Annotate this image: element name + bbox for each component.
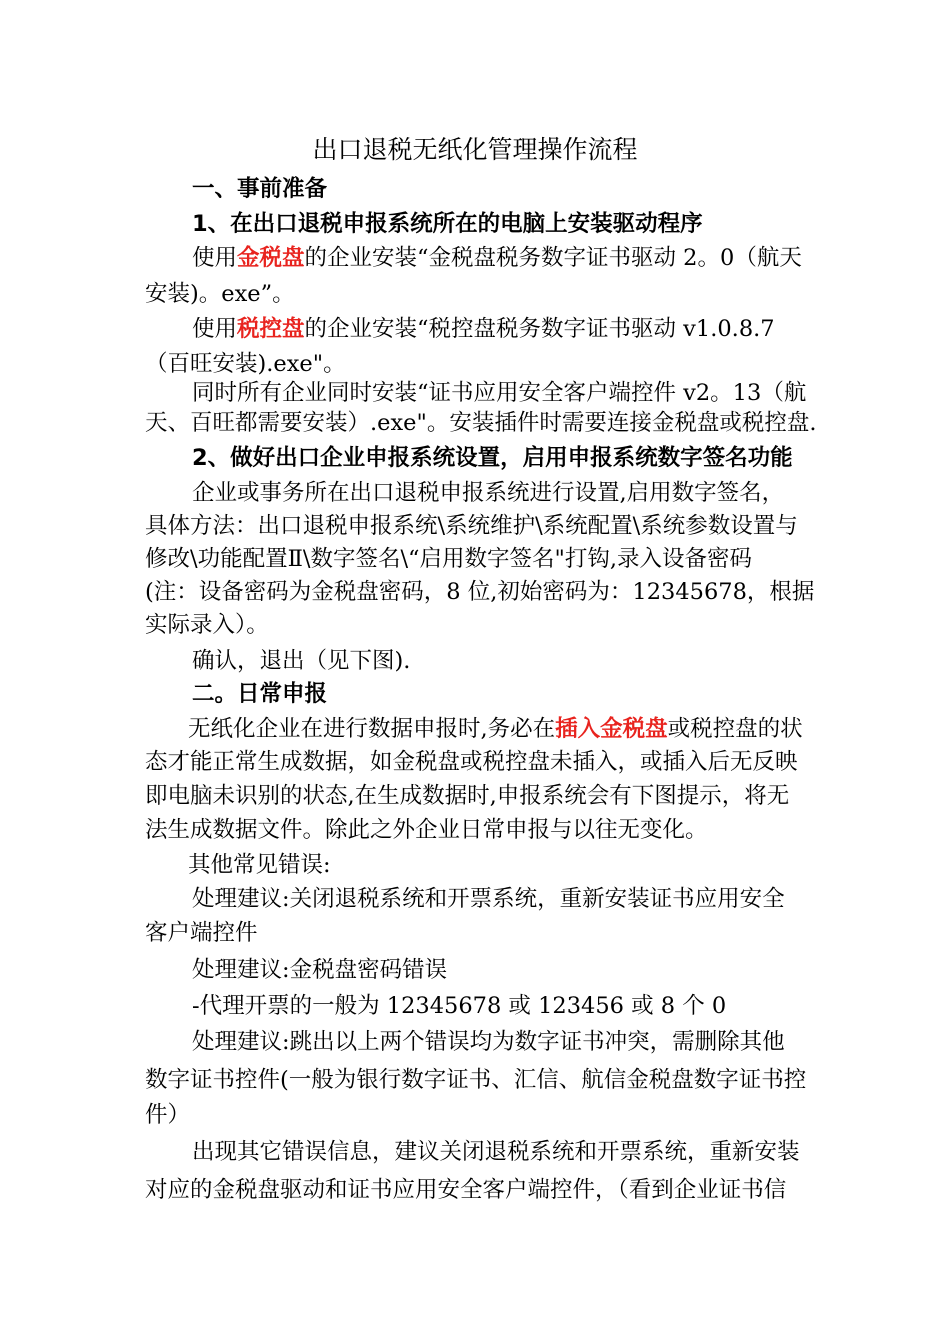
paragraph-line: 同时所有企业同时安装“证书应用安全客户端控件 v2。13（航: [192, 380, 807, 406]
highlight-text: 金税盘: [237, 245, 305, 271]
text-run: 使用: [192, 316, 238, 342]
paragraph-line: 客户端控件: [145, 920, 258, 946]
paragraph-line: 企业或事务所在出口退税申报系统进行设置,启用数字签名，: [192, 480, 785, 506]
paragraph-line: [192, 240, 802, 276]
paragraph-line: 确认，退出（见下图).: [192, 648, 411, 674]
paragraph-line: 法生成数据文件。除此之外企业日常申报与以往无变化。: [145, 817, 708, 843]
paragraph-line: 对应的金税盘驱动和证书应用安全客户端控件，（看到企业证书信: [145, 1177, 787, 1203]
paragraph-line: (注：设备密码为金税盘密码，8 位,初始密码为：12345678，根据: [145, 579, 815, 605]
paragraph-line: 处理建议:关闭退税系统和开票系统，重新安装证书应用安全: [192, 886, 785, 912]
highlight-text: 税控盘: [237, 316, 305, 342]
paragraph-line: （百旺安装).exe"。: [145, 351, 346, 377]
paragraph-line: 实际录入）。: [145, 612, 269, 638]
text-run: 或税控盘的状: [667, 716, 803, 742]
paragraph-line: 处理建议:金税盘密码错误: [192, 957, 448, 983]
paragraph-line: 即电脑未识别的状态,在生成数据时,申报系统会有下图提示，将无: [145, 783, 790, 809]
paragraph-line: 数字证书控件(一般为银行数字证书、汇信、航信金税盘数字证书控: [145, 1067, 807, 1093]
paragraph-line: 安装)。exe”。: [145, 281, 295, 307]
section-2-heading: 二。日常申报: [192, 681, 328, 707]
paragraph-line: -代理开票的一般为 12345678 或 123456 或 8 个 0: [192, 993, 727, 1019]
paragraph-line: 天、百旺都需要安装）.exe"。安装插件时需要连接金税盘或税控盘.: [145, 410, 817, 436]
paragraph-line: 具体方法：出口退税申报系统\系统维护\系统配置\系统参数设置与: [145, 513, 798, 539]
document-title: 出口退税无纸化管理操作流程: [312, 135, 638, 164]
subheading-2: 2、做好出口企业申报系统设置，启用申报系统数字签名功能: [192, 445, 793, 471]
paragraph-line: [192, 311, 775, 347]
paragraph-line: [188, 711, 803, 747]
text-run: 使用: [192, 245, 238, 271]
highlight-text: 插入金税盘: [555, 716, 668, 742]
paragraph-line: 态才能正常生成数据，如金税盘或税控盘未插入，或插入后无反映: [145, 749, 798, 775]
paragraph-line: 处理建议:跳出以上两个错误均为数字证书冲突，需删除其他: [192, 1029, 785, 1055]
subheading-1: 1、在出口退税申报系统所在的电脑上安装驱动程序: [192, 211, 703, 237]
text-run: 的企业安装“金税盘税务数字证书驱动 2。0（航天: [304, 245, 802, 271]
paragraph-line: 其他常见错误:: [188, 852, 331, 878]
text-run: 无纸化企业在进行数据申报时,务必在: [188, 716, 556, 742]
paragraph-line: 出现其它错误信息，建议关闭退税系统和开票系统，重新安装: [192, 1139, 800, 1165]
section-1-heading: 一、事前准备: [192, 176, 328, 202]
paragraph-line: 修改\功能配置Ⅱ\数字签名\“启用数字签名"打钩,录入设备密码: [145, 546, 753, 572]
text-run: 的企业安装“税控盘税务数字证书驱动 v1.0.8.7: [304, 316, 775, 342]
paragraph-line: 件）: [145, 1102, 191, 1128]
